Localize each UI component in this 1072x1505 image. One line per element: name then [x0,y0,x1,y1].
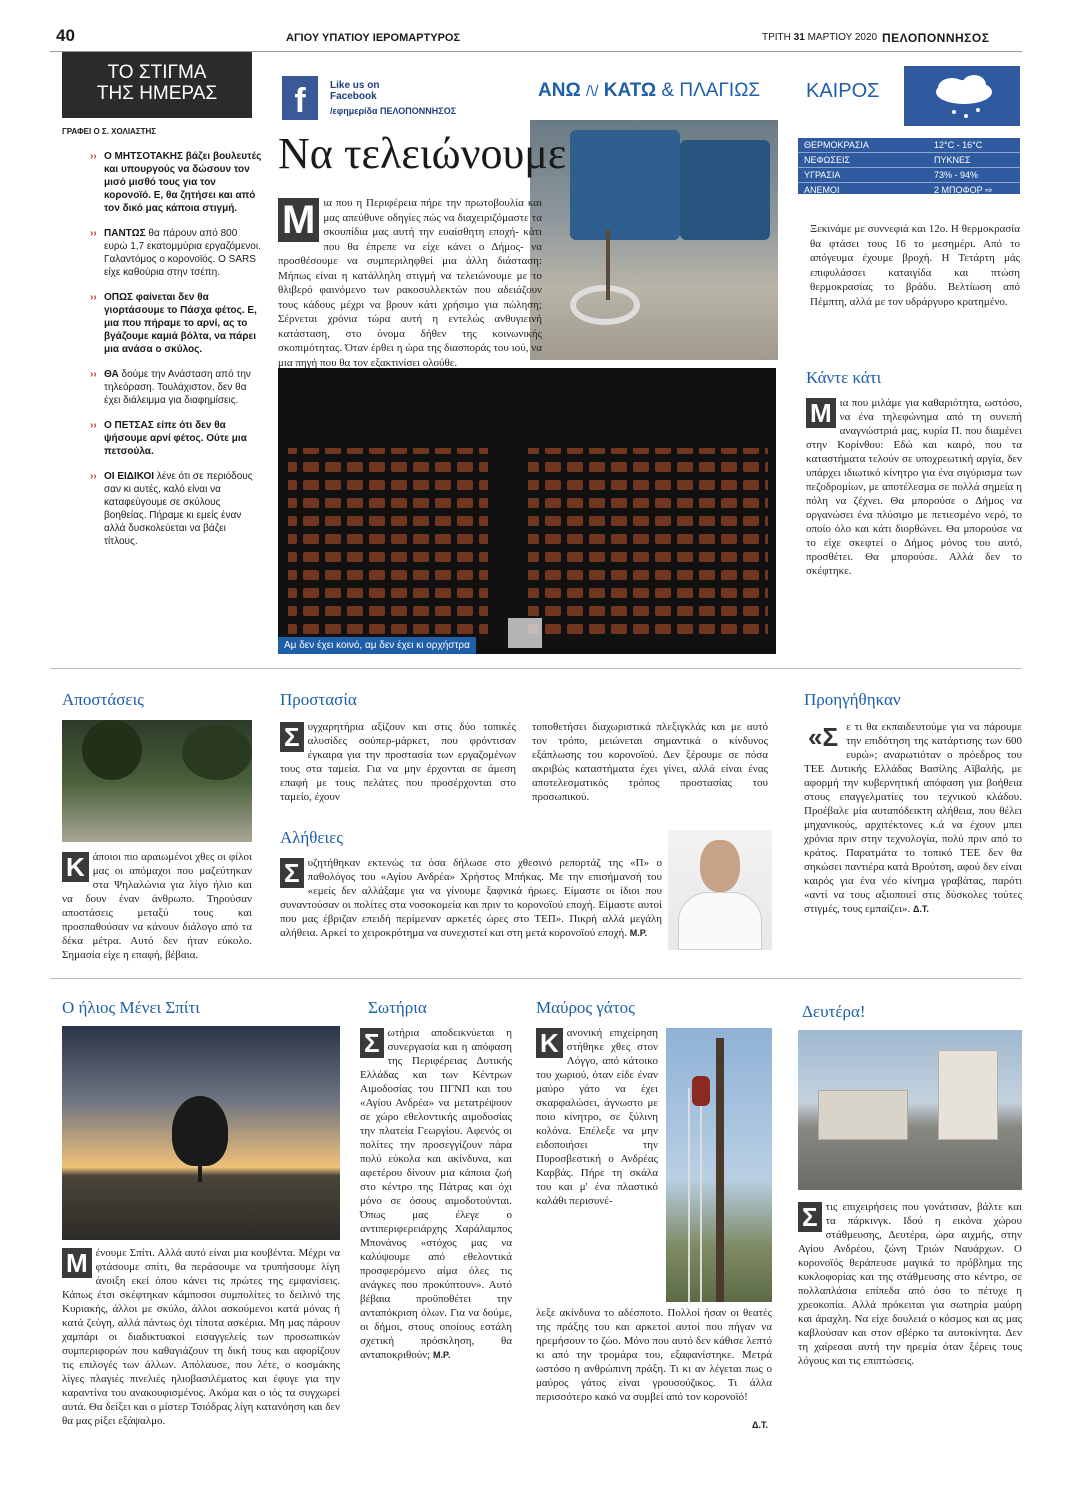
page-number: 40 [56,26,75,45]
bullet-arrow-icon: ›› [90,471,97,482]
deutera-text: τις επιχειρήσεις που γονάτισαν, βάλτε και τα πάρκινγκ. Ιδού η εικόνα χώρου στάθμευσης, Δευτέρα, ώρα αιχμής, στην Αγίου Ανδρέου, ζώνη Τριών Ναυάρχων. Ο κορονοϊός θεράπευσε μαγικά το πρόβλημα της κυκλοφορίας και της στάθμευσης στο κέντρο, σε πολλαπλάσια επίπεδα από όσο το πέτυχε η χρεοκοπία. Αλλά πρόκειται για σωτηρία μαύρη και άραχλη. Να είχε δουλειά ο κόσμος και ας μας καβλούσαν και στον σβέρκο τα αυτοκίνητα. Δεν τη χαίρεσαι αυτή την ηρεμία όταν ξέρεις τους λόγους και τις επιπτώσεις. [798,1201,1022,1367]
kante-title: Κάντε κάτι [806,368,882,387]
proigithikan-dropcap: «Σ [808,722,839,752]
stigma-item: ›› Ο ΜΗΤΣΟΤΑΚΗΣ βάζει βουλευτές και υπουργούς να δώσουν τον μισό μισθό τους για τον κορονοϊό. Ε, θα ζητήσει και από τον δικό μας κάποια στιγμή. [90,151,262,214]
alitheies-title: Αλήθειες [280,828,343,847]
kante-text: ια που μιλάμε για καθαριότητα, ωστόσο, να ένα τηλεφώνημα από τη συνεπή αναγνώστριά μας, κυρία Π. που διαμένει στην Κορίνθου: Εδώ και καιρό, που τα καταστήματα τελούν σε υποχρεωτική αργία, δεν υπάρχει ιδιωτικό κίνητρο για ένα σιγύρισμα των πεζοδρομίων, με αποτέλεσμα σε πολλά σημεία η πόλη να ζέχνει. Θα μπορούσε ο Δήμος να οργανώσει ένα πλύσιμο με πετιεσμένο νερό, το οποίο όλο και κάτι διορθώνει. Θα μπορούσε να το είχε σκεφτεί ο Δήμος μόνος του αυτό, προσθέτει. Θα μπορούσε. Αλλά δεν το σκέφτηκε. [806,397,1022,577]
climber-shape [692,1076,710,1106]
feast-name: ΑΓΙΟΥ ΥΠΑΤΙΟΥ ΙΕΡΟΜΑΡΤΥΡΟΣ [286,32,461,44]
lead-title: Να τελειώνουμε [278,129,567,178]
mavros-body-wide [536,1306,772,1404]
theater-caption: Αμ δεν έχει κοινό, αμ δεν έχει κι ορχήστρα [278,637,476,654]
bins-photo [530,120,778,360]
divider [50,668,1022,669]
bullet-arrow-icon: ›› [90,292,97,303]
theater-seats-graphic [278,368,776,654]
ilios-text: ένουμε Σπίτι. Αλλά αυτό είναι μια κουβέντα. Μέχρι να φτάσουμε σπίτι, θα περάσουμε να τρυπήσουμε λίγη άνοιξη εκεί όπου κάνει τις πρώτες της εμφανίσεις. Κάπως έτσι σκέφτηκαν κάμποσοι συμπολίτες το δειλινό της Κυριακής, άλλοι με σκύλο, άλλοι ασκούμενοι κατά μόνας ή κατά ζεύγη, αλλά πάντως όχι τίποτα ασκέρια. Μη μας πάρουν χαμπάρι οι διαδικτυακοί εισαγγελείς των προσωπικών συμπεριφορών που καθαγιάζουν τη δική τους και αφορίζουν τις επιλογές των άλλων. Απόλαυσε, που λέτε, ο κοσμάκης λίγες πλαγιές πινελιές ηλιοβασιλέματος και έφυγε για την καραντίνα του ανακουφισμένος. Ακόμα και ο ιός τα συγχωρεί αυτά. Θα δείξει και ο μίστερ Τσιόδρας λίγη κατανόηση και δεν θα μας ρίξει εξάψαλμο. [62,1247,340,1427]
mavros-dropcap: Κ [536,1028,563,1058]
stigma-box [62,52,252,118]
weather-table [798,138,1020,194]
doctor-head-shape [700,840,740,892]
kante-dropcap: Μ [806,398,836,428]
apostaseis-dropcap: Κ [62,852,89,882]
tree-trunk-shape [606,230,610,300]
prostasia-body-col2: τοποθετήσει διαχωριστικά πλεξιγκλάς και με αυτό τον τρόπο, μειώνεται σημαντικά ο κίνδυνος εξάπλωσης του κορονοϊού. Δεν ξέρουμε σε πόσα ακριβώς καταστήματα έχει γίνει, αλλά είναι ένας αποτελεσματικός τρόπος προστασίας του προσωπικού. [532,721,768,803]
prostasia-text-col1: υγχαρητήρια αξίζουν και στις δύο τοπικές αλυσίδες σούπερ-μάρκετ, που φρόντισαν έγκαιρα για την προστασία των εργαζομένων τους στα ταμεία. Για να μην έρχονται σε άμεση επαφή με τους πελάτες που προσέρχονται στο ταμείο, έχουν [280,721,516,803]
sotiria-body [360,1026,512,1362]
building-shape [818,1090,908,1140]
cloud-rain-icon [904,66,1020,126]
column-header-ano: ΑΝΩ [538,80,581,101]
bullet-arrow-icon: ›› [90,369,97,380]
alitheies-body [280,856,662,940]
parking-photo [798,1030,1022,1190]
sotiria-title: Σωτήρια [368,998,427,1017]
paper-name: ΠΕΛΟΠΟΝΝΗΣΟΣ [882,31,990,45]
mavros-sign: Δ.Τ. [752,1420,768,1430]
lead-dropcap: Μ [278,198,319,242]
weather-forecast: Ξεκινάμε με συννεφιά και 12ο. Η θερμοκρασία θα φτάσει τους 16 το μεσημέρι. Από το απόγευμα έχουμε βροχή. Η Τετάρτη μάς επιφυλάσσει καταιγίδα και πτώση θερμοκρασίας το βράδυ. Βελτίωση από Πέμπτη, αλλά με τον υδράργυρο κρατημένο. [810,223,1020,308]
divider [50,978,1022,979]
sunset-trunk-shape [198,1162,202,1182]
stigma-title-line2: ΤΗΣ ΗΜΕΡΑΣ [96,83,218,104]
mavros-text-narrow: ανονική επιχείρηση στήθηκε χθες στον Λόγγο, από κάτοικο του χωριού, όταν είδε έναν μαύρο γάτο να έχει σκαρφαλώσει, άγνωστο με ποιο κίνητρο, σε ξύλινη κολόνα. Επέλεξε να μην ειδοποιήσει την Πυροσβεστική ο Ανδρέας Καρβάς. Πήρε τη σκάλα του και μ' ένα πλαστικό καλάθι περισυνέ- [536,1027,658,1207]
bin-shape [570,130,680,240]
facebook-logo-icon: f [282,76,318,120]
proigithikan-body [804,720,1022,916]
proigithikan-title: Προηγήθηκαν [804,690,901,709]
sunset-photo [62,1026,340,1240]
deutera-title: Δευτέρα! [802,1002,866,1021]
pole-shape [716,1038,724,1302]
column-header [538,80,760,102]
facebook-promo[interactable] [282,76,482,120]
weather-title: ΚΑΙΡΟΣ [806,80,880,102]
sunset-tree-shape [172,1096,228,1166]
lead-text: ια που η Περιφέρεια πήρε την πρωτοβουλία και μας απεύθυνε οδηγίες πώς να διαχειριζόμαστε τα σκουπίδια μας αυτή την ευαίσθητη εποχή- κάτι που θα έπρεπε να είχε κάνει ο Δήμος- να προσθέσουμε να συμπεριληφθεί μια άλλη διάσταση: Μήπως είναι η κατάλληλη στιγμή να τελειώνουμε με το θλιβερό φαινόμενο των ρακοσυλλεκτών που αδειάζουν τους κάδους μέχρι να βρουν κάτι χρήσιμο για πώληση; Σέρνεται χρόνια τώρα αυτή η εντελώς ανθυγιεινή κατάσταση, στο όνομα δήθεν της κοινωνικής σκοπιμότητας. Όταν έρθει η ώρα της διασποράς του ιού, να μια πηγή που θα τον εξακτινίσει ολούθε. [278,197,542,369]
tree-pot-shape [570,285,640,325]
column-header-sep: /\/ [585,83,599,100]
facebook-line3: /εφημερίδα ΠΕΛΟΠΟΝΝΗΣΟΣ [330,106,457,116]
column-header-rest: & ΠΛΑΓΙΩΣ [661,80,761,101]
alitheies-sign: Μ.Ρ. [629,928,648,938]
mavros-text-wide: λεξε ακίνδυνα το αδέσποτο. Πολλοί ήσαν οι θεατές της πράξης του και αρκετοί αυτοί που πήγαν να ηρεμήσουν το ζώο. Μόνο που αυτό δεν κάθισε λεπτό κι από την τρομάρα του, εξαφανίστηκε. Μετρά ωστόσο η ανθρώπινη πράξη. Τι κι αν λέγεται πως ο μαύρος γάτος είναι γρουσούζικος. Τι άλλα περισσότερο κακό να συμβεί από τον κορονοϊό! [536,1307,772,1403]
lead-body [278,196,542,370]
stigma-items [90,150,262,560]
sotiria-sign: Μ.Ρ. [432,1350,451,1360]
stigma-item: ›› ΠΑΝΤΩΣ θα πάρουν από 800 ευρώ 1,7 εκατομμύρια εργαζόμενοι. Γαλαντόμος ο κορονοϊός. Ο SARS είχε καθούρια στην τσέπη. [90,228,261,278]
doctor-coat-shape [678,892,762,950]
column-header-kato: ΚΑΤΩ [603,80,657,101]
bin-shape [680,140,770,240]
facebook-line2: Facebook [330,91,377,102]
ilios-title: Ο ήλιος Μένει Σπίτι [62,998,200,1017]
date-prefix: ΤΡΙΤΗ [762,32,791,43]
facebook-line1: Like us on [330,80,380,91]
prostasia-dropcap: Σ [280,722,304,752]
park-tree-shape [182,725,252,780]
ladder-shape [688,1088,702,1302]
issue-date [762,32,877,43]
date-rest: ΜΑΡΤΙΟΥ 2020 [807,32,878,43]
kante-body [806,396,1022,578]
mavros-title: Μαύρος γάτος [536,998,635,1017]
ilios-dropcap: Μ [62,1248,92,1278]
stigma-item: ›› ΘΑ δούμε την Ανάσταση από την τηλεόραση. Τουλάχιστον, δεν θα έχει διάλειμμα για διαφημίσεις. [90,369,251,406]
deutera-dropcap: Σ [798,1202,822,1232]
weather-row: ΑΝΕΜΟΙ 2 ΜΠΟΦΟΡ ⇨ [804,185,993,195]
building-shape [938,1050,998,1140]
park-photo [62,720,252,842]
sotiria-text: ωτήρια αποδεικνύεται η συνεργασία και η απόφαση της Περιφέρειας Δυτικής Ελλάδας και των Κέντρων Αιμοδοσίας του ΠΓΝΠ και του «Αγίου Ανδρέα» να μετατρέψουν σε χώρο εθελοντικής αιμοδοσίας την πλατεία Γεωργίου. Αφενός οι πολίτες την προσεγγίζουν πάρα πολύ εύκολα και ακίνδυνα, και αφετέρου δίνουν μια κάποια ζωή στο κέντρο της Πάτρας και όχι μόνο σε όσους αιμοδοτούνται. Όπως μας έλεγε ο αντιπεριφερειάρχης Χαράλαμπος Μπονάνος «στόχος μας να καλύψουμε από εθελοντικά προσφερόμενο αίμα όλες τις ανάγκες που προκύπτουν». Αυτό βέβαια προϋποθέτει την ανταπόκριση όλων. Για να δούμε, οι δήμοι, στους οποίους εστάλη σχετική πρόσκληση, θα ανταποκριθούν; [360,1027,512,1361]
bullet-arrow-icon: ›› [90,151,97,162]
apostaseis-text: άποιοι πιο αραιωμένοι χθες οι φίλοι μας οι απόμαχοι που μαζεύτηκαν στα Ψηλαλώνια για λίγο ήλιο και να δουν έναν άνθρωπο. Τηρούσαν αποστάσεις μεταξύ τους και προσπαθούσαν να κάνουν διάλογο από τα δέκα μέτρα. Αυτό δεν ήταν εύκολο. Σημασία είχε η επαφή, βέβαια. [62,851,252,961]
weather-row: ΝΕΦΩΣΕΙΣ ΠΥΚΝΕΣ [798,153,1020,168]
proigithikan-text: ε τι θα εκπαιδευτούμε για να πάρουμε την επιδότηση της κατάρτισης των 600 ευρώ»; αναρωτιόταν ο πρόεδρος του ΤΕΕ Δυτικής Ελλάδας Βασίλης Αϊβαλής, με αφορμή την κυβερνητική απόφαση για βοήθεια στους επαγγελματίες του τεχνικού κλάδου. Προέβαλε μία αυταπόδεικτη αλήθεια, που θέλει μηχανικούς, αρχιτέκτονες κ.ά να έχουν μπει χρόνια πριν στην τεχνολογία, πολύ πριν από το κράτος. Παρατμάτα το τοπικό ΤΕΕ δεν θα σηκώσει παντιέρα κατά Βρούτση, αφού δεν είναι καιρός για ένα νέο κίνημα γραβάτας, παρότι «αντί να τους αξιοποιεί στις δύσκολες τούτες στιγμές, τους εμπαίζει». [804,721,1022,915]
apostaseis-body [62,850,252,962]
stigma-byline: ΓΡΑΦΕΙ Ο Σ. ΧΟΛΙΑΣΤΗΣ [62,127,157,136]
doctor-photo [668,830,772,950]
stigma-item: ›› ΟΙ ΕΙΔΙΚΟΙ λένε ότι σε περιόδους σαν κι αυτές, καλό είναι να καταφεύγουμε σε σκύλους βοηθείας. Πήραμε κι εμείς έναν αλλά δυσκολεύεται να βάζει τίτλους. [90,471,253,547]
prostasia-body-col1 [280,720,516,804]
deutera-body [798,1200,1022,1368]
date-day: 31 [793,32,805,43]
ilios-body [62,1246,340,1428]
prostasia-title: Προστασία [280,690,357,709]
stigma-title-line1: ΤΟ ΣΤΙΓΜΑ [107,62,207,83]
stigma-item: ›› Ο ΠΕΤΣΑΣ είπε ότι δεν θα ψήσουμε αρνί φέτος. Ούτε μια πετσούλα. [90,420,247,457]
mavros-body-narrow [536,1026,658,1208]
theater-photo [278,368,776,654]
page-header [50,26,1022,52]
alitheies-dropcap: Σ [280,858,304,888]
stigma-item: ›› ΟΠΩΣ φαίνεται δεν θα γιορτάσουμε το Πάσχα φέτος. Ε, μια που πήραμε το αρνί, ας το βγάζουμε καμιά βόλτα, να πάρει μια ανάσα ο σκύλος. [90,292,257,355]
alitheies-text: υζητήθηκαν εκτενώς τα όσα δήλωσε στο χθεσινό ρεπορτάζ της «Π» ο παθολόγος του «Αγίου Ανδρέα» Χρήστος Μπήκας. Με την επισήμανσή του «εμείς δεν αλλάξαμε για να γίνουμε ξαφνικά ήρωες. Είμαστε οι ίδιοι που συναντούσαν οι πολίτες στα νοσοκομεία και πριν το κορονοϊού εποχή. Είμαστε αυτοί που μας έβριζαν επειδή περίμεναν αρκετές ώρες στο ΤΕΠ». Πικρή αλλά μεγάλη αλήθεια. Αρκεί το χειροκρότημα να συνεχιστεί και στη μετά κορονοϊού εποχή. [280,857,662,939]
apostaseis-title: Αποστάσεις [62,690,144,709]
bullet-arrow-icon: ›› [90,228,97,239]
proigithikan-sign: Δ.Τ. [912,904,929,914]
pole-photo [666,1028,772,1302]
sotiria-dropcap: Σ [360,1028,384,1058]
park-tree-shape [82,720,142,780]
weather-row: ΥΓΡΑΣΙΑ 73% - 94% [798,168,1020,183]
bullet-arrow-icon: ›› [90,420,97,431]
weather-row: ΘΕΡΜΟΚΡΑΣΙΑ 12°C - 16°C [798,138,1020,153]
